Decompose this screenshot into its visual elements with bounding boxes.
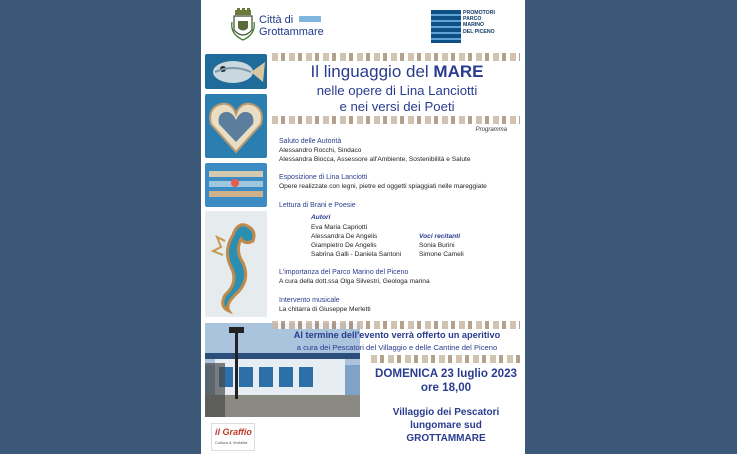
event-time: ore 18,00 [420, 381, 472, 394]
event-place-line3: GROTTAMMARE [406, 433, 486, 444]
promoters-line1: PROMOTORI [463, 10, 495, 16]
artwork-fish-image [205, 54, 267, 89]
poster-title-line1 [272, 62, 522, 82]
musica-title: Intervento musicale [279, 297, 340, 304]
promoters-line3: MARINO [463, 22, 485, 29]
banner-bottom-border [371, 355, 521, 363]
banner-top-border [272, 321, 520, 329]
title-bottom-border [272, 116, 520, 124]
voce-1: Sonia Burini [419, 242, 455, 249]
promoters-text [463, 10, 523, 35]
voce-2: Simone Cameli [419, 251, 464, 258]
autore-4: Sabrina Galli - Daniela Santoni [311, 251, 402, 258]
collaboration-label: in collaborazione con [205, 417, 252, 423]
title-emphasis: MARE [433, 62, 484, 81]
logo-main-text: il Graffio [215, 427, 252, 437]
musica-text: La chitarra di Giuseppe Merletti [279, 306, 371, 313]
logo-sub-text: Cultura & Vivibilità [215, 440, 248, 445]
poster-title-line2: nelle opere di Lina Lanciotti [316, 83, 478, 98]
aperitivo-line1: Al termine dell'evento verrà offerto un aperitivo [293, 330, 501, 340]
parco-marino-logo-icon [431, 10, 461, 43]
city-name-line1: Città di [259, 14, 294, 26]
saluto-line1: Alessandro Rocchi, Sindaco [279, 147, 362, 154]
saluto-line2: Alessandra Biocca, Assessore all'Ambiente, Sostenibilità e Salute [279, 156, 471, 163]
artwork-heart-image [205, 94, 267, 158]
event-place-line1: Villaggio dei Pescatori [392, 407, 500, 418]
city-name-line2: Grottammare [259, 26, 324, 38]
promoters-line4: DEL PICENO [463, 28, 495, 35]
programma-label: Programma [475, 127, 507, 133]
saluto-title: Saluto delle Autorità [279, 138, 342, 145]
city-crest-icon [231, 8, 255, 42]
title-prefix: Il linguaggio del [310, 62, 434, 81]
autore-1: Eva Maria Capriotti [311, 224, 368, 231]
autore-2: Alessandra De Angelis [311, 233, 378, 240]
city-tag-decoration [299, 16, 321, 22]
voci-label: Voci recitanti [419, 233, 461, 240]
lettura-title: Lettura di Brani e Poesie [279, 202, 356, 209]
title-top-border [272, 53, 520, 61]
esposizione-text: Opere realizzate con legni, pietre ed oggetti spiaggiati nelle mareggiate [279, 183, 487, 190]
il-graffio-logo [211, 423, 255, 451]
parco-text: A cura della dott.ssa Olga Silvestri, Geologa marina [279, 278, 430, 285]
artwork-seahorse-image [205, 211, 267, 317]
event-poster [201, 0, 525, 454]
autori-label: Autori [311, 214, 331, 221]
esposizione-title: Esposizione di Lina Lanciotti [279, 174, 368, 181]
autore-3: Giampietro De Angelis [311, 242, 377, 249]
parco-title: L'importanza del Parco Marino del Piceno [279, 269, 409, 276]
event-place-line2: lungomare sud [410, 420, 482, 431]
aperitivo-line2: a cura dei Pescatori del Villaggio e delle Cantine del Piceno [296, 343, 498, 352]
artwork-boats-image [205, 163, 267, 207]
poster-title-line3: e nei versi dei Poeti [339, 99, 455, 114]
promoters-line2: PARCO [463, 16, 482, 23]
event-date: DOMENICA 23 luglio 2023 [375, 367, 517, 380]
